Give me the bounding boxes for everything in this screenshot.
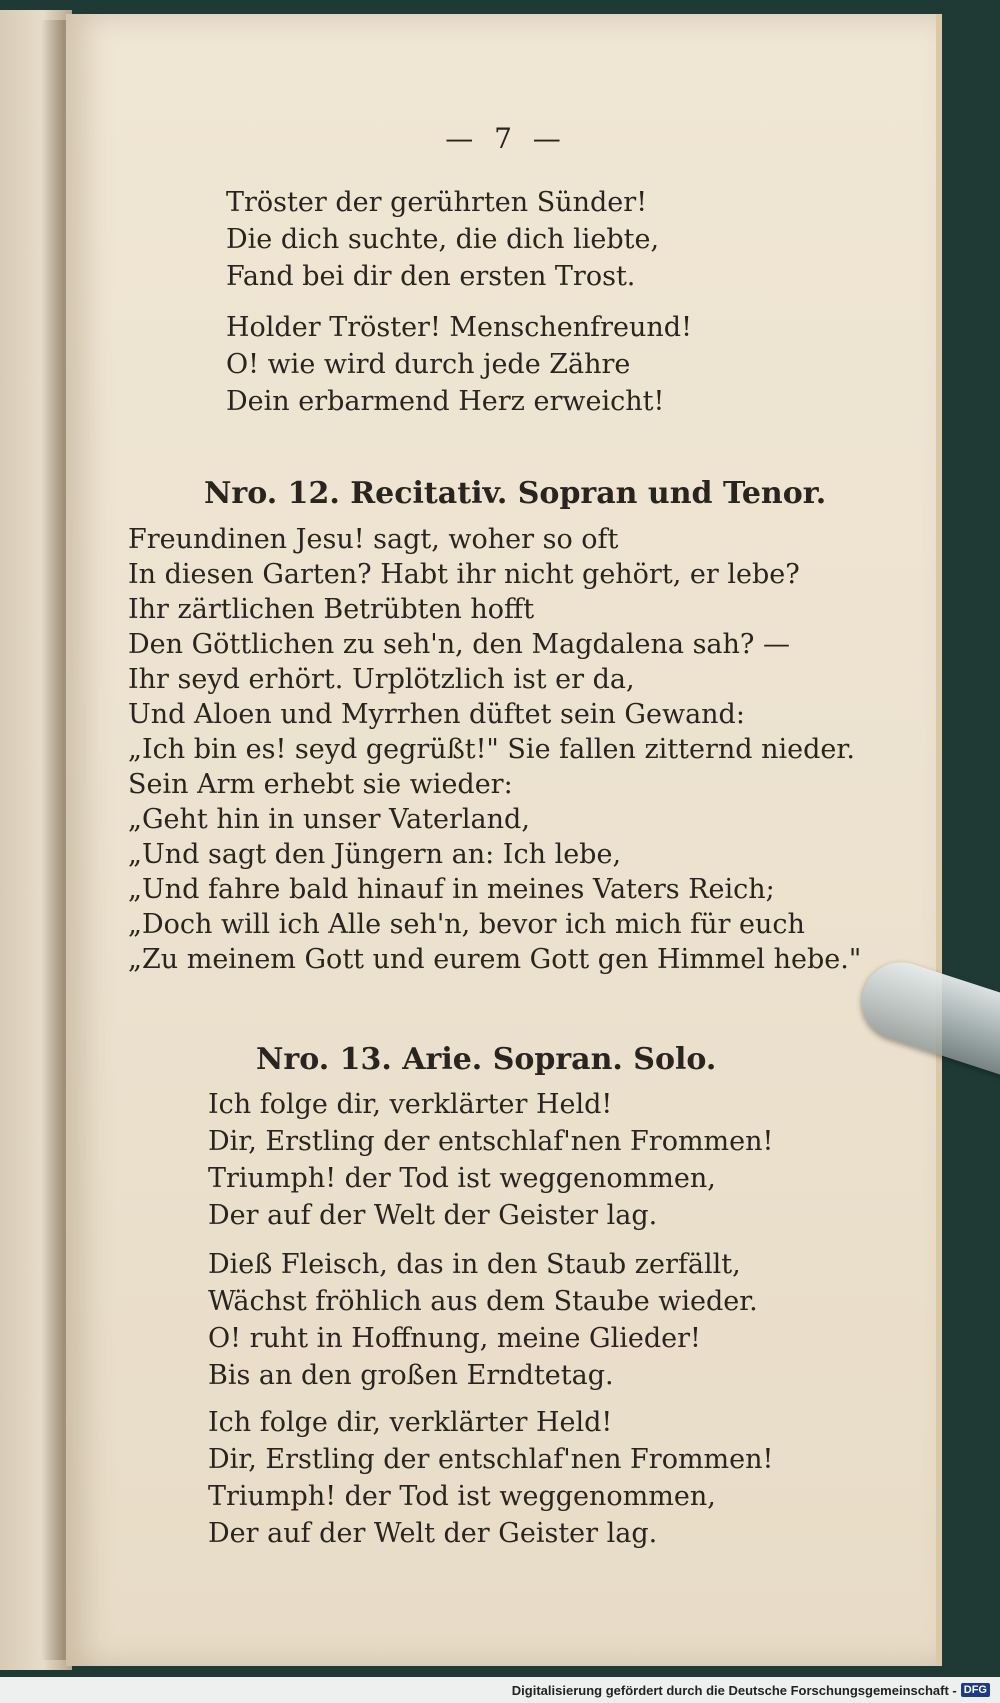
verse-line: Und Aloen und Myrrhen düftet sein Gewand: <box>128 699 745 730</box>
verse-line: Dir, Erstling der entschlaf'nen Frommen! <box>208 1126 774 1157</box>
verse-line: Der auf der Welt der Geister lag. <box>208 1200 658 1231</box>
dfg-logo: DFG <box>961 1683 990 1697</box>
page-text <box>66 14 936 1666</box>
verse-line: Dieß Fleisch, das in den Staub zerfällt, <box>208 1249 741 1280</box>
verse-line: „Und sagt den Jüngern an: Ich lebe, <box>128 839 622 870</box>
verse-line: Wächst fröhlich aus dem Staube wieder. <box>208 1286 758 1317</box>
stanza-2 <box>226 309 692 420</box>
verse-line: Ihr zärtlichen Betrübten hofft <box>128 594 535 625</box>
verse-line: Der auf der Welt der Geister lag. <box>208 1518 658 1549</box>
verse-line: In diesen Garten? Habt ihr nicht gehört, er lebe? <box>128 559 800 590</box>
footer-credit-bar <box>0 1677 1000 1703</box>
aria-stanza-2 <box>208 1246 758 1394</box>
section-heading-nro-13: Nro. 13. Arie. Sopran. Solo. <box>256 1042 717 1077</box>
verse-line: „Zu meinem Gott und eurem Gott gen Himmel hebe." <box>128 944 862 975</box>
verse-line: Dir, Erstling der entschlaf'nen Frommen! <box>208 1444 774 1475</box>
verse-line: Ich folge dir, verklärter Held! <box>208 1089 613 1120</box>
verse-line: O! wie wird durch jede Zähre <box>226 349 631 380</box>
verse-line: Den Göttlichen zu seh'n, den Magdalena sah? — <box>128 629 790 660</box>
verse-line: Bis an den großen Erndtetag. <box>208 1360 614 1391</box>
recitativ-text <box>128 522 861 977</box>
verse-line: Tröster der gerührten Sünder! <box>226 187 648 218</box>
verse-line: „Ich bin es! seyd gegrüßt!" Sie fallen zitternd nieder. <box>128 734 855 765</box>
verse-line: Ich folge dir, verklärter Held! <box>208 1407 613 1438</box>
aria-stanza-1 <box>208 1086 773 1234</box>
aria-stanza-3 <box>208 1404 773 1552</box>
verse-line: Dein erbarmend Herz erweicht! <box>226 386 665 417</box>
section-heading-nro-12: Nro. 12. Recitativ. Sopran und Tenor. <box>204 476 827 511</box>
footer-credit-text: Digitalisierung gefördert durch die Deutsche Forschungsgemeinschaft - <box>511 1682 957 1698</box>
verse-line: Die dich suchte, die dich liebte, <box>226 224 660 255</box>
verse-line: Triumph! der Tod ist weggenommen, <box>208 1481 716 1512</box>
verse-line: Triumph! der Tod ist weggenommen, <box>208 1163 716 1194</box>
verse-line: O! ruht in Hoffnung, meine Glieder! <box>208 1323 701 1354</box>
verse-line: „Geht hin in unser Vaterland, <box>128 804 530 835</box>
verse-line: „Doch will ich Alle seh'n, bevor ich mich für euch <box>128 909 805 940</box>
stanza-1 <box>226 184 659 295</box>
book-page <box>66 14 942 1666</box>
verse-line: „Und fahre bald hinauf in meines Vaters Reich; <box>128 874 775 905</box>
verse-line: Holder Tröster! Menschenfreund! <box>226 312 692 343</box>
verse-line: Freundinen Jesu! sagt, woher so oft <box>128 524 619 555</box>
verse-line: Ihr seyd erhört. Urplötzlich ist er da, <box>128 664 635 695</box>
verse-line: Fand bei dir den ersten Trost. <box>226 261 636 292</box>
page-number: — 7 — <box>445 122 567 155</box>
verse-line: Sein Arm erhebt sie wieder: <box>128 769 513 800</box>
